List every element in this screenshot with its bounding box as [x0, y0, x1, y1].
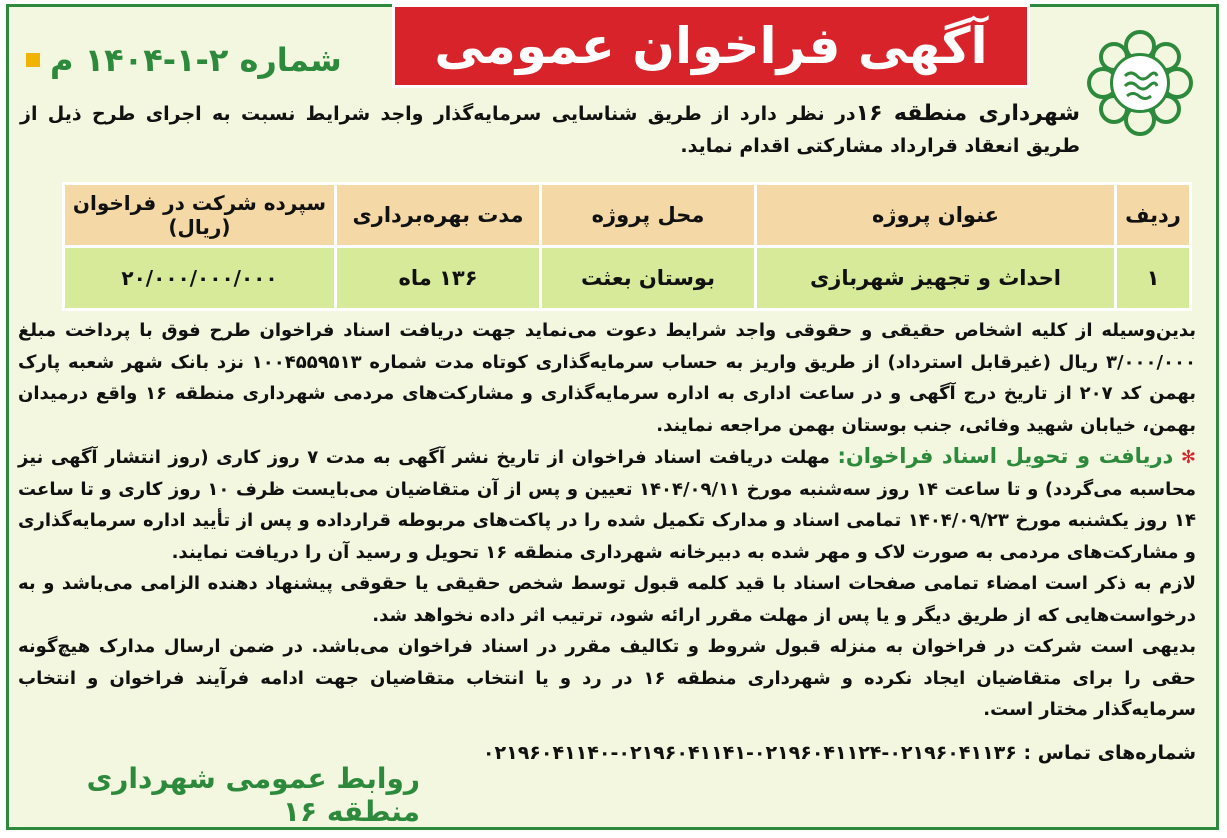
intro-text: در نظر دارد از طریق شناسایی سرمایه‌گذار واجد شرایط نسبت به اجرای طرح ذیل از طریق انعقاد قرارداد مشارکتی اقدام نماید. — [20, 103, 1080, 157]
contact-label: شماره‌های تماس : — [1023, 742, 1196, 764]
table-header-row — [64, 184, 1191, 247]
star-icon: ✻ — [1180, 447, 1196, 468]
header-deposit: سپرده شرکت در فراخوان (ریال) — [64, 184, 336, 247]
projects-table — [62, 182, 1192, 311]
contact-numbers: ۰۲۱۹۶۰۴۱۱۳۶-۰۲۱۹۶۰۴۱۱۲۴-۰۲۱۹۶۰۴۱۱۴۱-۰۲۱۹۶۰۴۱۱۴۰ — [482, 742, 1017, 764]
header-duration: مدت بهره‌برداری — [336, 184, 541, 247]
cell-project-location: بوستان بعثت — [541, 247, 756, 310]
header-project-location: محل پروژه — [541, 184, 756, 247]
documents-heading: دریافت و تحویل اسناد فراخوان: — [837, 444, 1174, 468]
cell-duration: ۱۳۶ ماه — [336, 247, 541, 310]
header-project-title: عنوان پروژه — [756, 184, 1116, 247]
body-paragraph-documents — [18, 441, 1196, 568]
header-row-number: ردیف — [1116, 184, 1191, 247]
cell-project-title: احداث و تجهیز شهربازی — [756, 247, 1116, 310]
footer-signature: روابط عمومی شهرداری منطقه ۱۶ — [86, 762, 420, 828]
notice-title: آگهی فراخوان عمومی — [392, 4, 1030, 88]
body-paragraph-disclaimer: بدیهی است شرکت در فراخوان به منزله قبول شروط و تکالیف مقرر در اسناد فراخوان می‌باشد. در ضمن ارسال مدارک هیچ‌گونه حقی را برای متقاضیان ایجاد نکرده و شهرداری منطقه ۱۶ در رد و یا انتخاب متقاضیان جهت ادامه فرآیند فراخوان و انتخاب سرمایه‌گذار مختار است. — [18, 636, 1196, 720]
cell-row-number: ۱ — [1116, 247, 1191, 310]
notice-number-text: شماره ۲-۱-۱۴۰۴ م — [50, 41, 342, 79]
bullet-icon — [26, 53, 40, 67]
tehran-municipality-logo-icon — [1085, 28, 1195, 138]
notice-number — [26, 36, 376, 84]
notice-body — [18, 315, 1196, 726]
table-row — [64, 247, 1191, 310]
intro-lead: شهرداری منطقه ۱۶ — [855, 101, 1081, 126]
body-paragraph-signature: لازم به ذکر است امضاء تمامی صفحات اسناد با قید کلمه قبول توسط شخص حقیقی یا حقوقی پیشنهاد دهنده الزامی می‌باشد و به درخواست‌هایی که از طریق دیگر و یا پس از مهلت مقرر ارائه شود، ترتیب اثر داده نخواهد شد. — [18, 573, 1196, 626]
documents-text: مهلت دریافت اسناد فراخوان از تاریخ نشر آگهی به مدت ۷ روز کاری (روز انتشار آگهی نیز محاسبه می‌گردد) و تا ساعت ۱۴ روز سه‌شنبه مورخ ۱۴۰۴/۰۹/۱۱ تعیین و پس از آن متقاضیان می‌بایست ظرف ۱۰ روز کاری و تا ساعت ۱۴ روز یکشنبه مورخ ۱۴۰۴/۰۹/۲۳ تمامی اسناد و مدارک تکمیل شده را در پاکت‌های مربوطه قرارداده و پس از تأیید اداره سرمایه‌گذاری و مشارکت‌های مردمی به صورت لاک و مهر شده به دبیرخانه شهرداری منطقه ۱۶ تحویل و رسید آن را دریافت نمایند. — [18, 447, 1196, 563]
intro-paragraph — [20, 98, 1080, 162]
cell-deposit: ۲۰/۰۰۰/۰۰۰/۰۰۰ — [64, 247, 336, 310]
contact-line — [200, 742, 1196, 764]
body-paragraph-invitation: بدین‌وسیله از کلیه اشخاص حقیقی و حقوقی واجد شرایط دعوت می‌نماید جهت دریافت اسناد فراخوان طرح فوق با پرداخت مبلغ ۳/۰۰۰/۰۰۰ ریال (غیرقابل استرداد) از طریق واریز به حساب سرمایه‌گذاری کوتاه مدت شماره ۱۰۰۴۵۵۹۵۱۳ نزد بانک شهر شعبه پارک بهمن کد ۲۰۷ از تاریخ درج آگهی و در ساعت اداری به اداره سرمایه‌گذاری و مشارکت‌های مردمی شهرداری منطقه ۱۶ واقع درمیدان بهمن، خیابان شهید وفائی، جنب بوستان بهمن مراجعه نمایند. — [18, 320, 1197, 436]
